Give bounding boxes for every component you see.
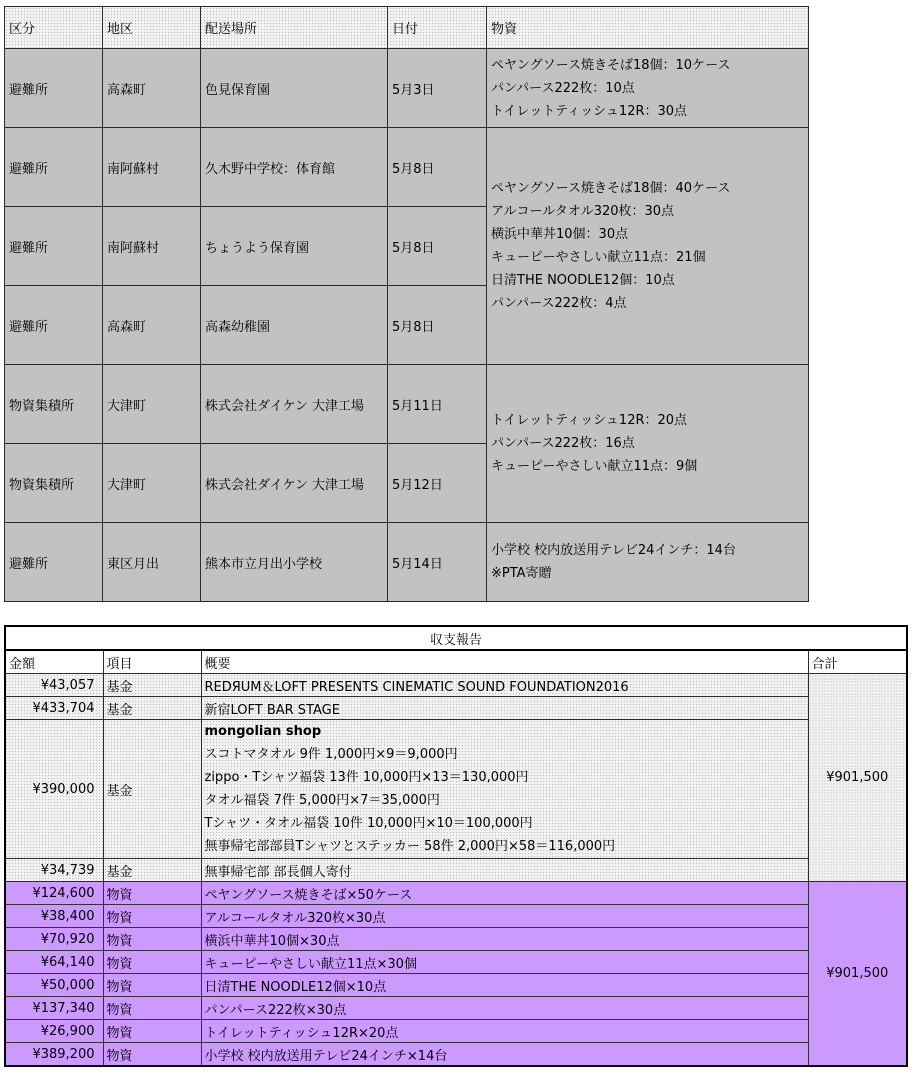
header-amount: 金額 (5, 650, 103, 674)
supply-item: 物資 (103, 1043, 201, 1067)
fund-row (5, 674, 907, 697)
cell-category: 避難所 (5, 286, 103, 365)
shop-line: Tシャツ・タオル福袋 10件 10,000円×10＝100,000円 (204, 816, 533, 831)
supply-summary: 横浜中華丼10個×30点 (201, 928, 808, 951)
fund-item: 基金 (103, 697, 201, 720)
supply-summary: 日清THE NOODLE12個×10点 (201, 974, 808, 997)
cell-date: 5月8日 (388, 286, 487, 365)
cell-date: 5月8日 (388, 207, 487, 286)
supply-item: 物資 (103, 905, 201, 928)
supply-line: 小学校 校内放送用テレビ24インチ：14台 (491, 543, 736, 558)
supply-row (5, 1020, 907, 1043)
supply-item: 物資 (103, 928, 201, 951)
finance-header-row (5, 650, 907, 674)
supply-item: 物資 (103, 951, 201, 974)
supply-summary: キューピーやさしい献立11点×30個 (201, 951, 808, 974)
supply-summary: 小学校 校内放送用テレビ24インチ×14台 (201, 1043, 808, 1067)
cell-district: 高森町 (103, 286, 201, 365)
header-district: 地区 (103, 7, 201, 49)
shop-name: mongolian shop (204, 724, 322, 739)
cell-date: 5月8日 (388, 128, 487, 207)
cell-place: 久木野中学校：体育館 (201, 128, 388, 207)
supply-line: パンパース222枚：4点 (491, 296, 627, 311)
fund-item: 基金 (103, 674, 201, 697)
supply-amount: ¥26,900 (5, 1020, 103, 1043)
header-place: 配送場所 (201, 7, 388, 49)
supply-line: パンパース222枚：10点 (491, 80, 635, 96)
cell-supplies (487, 128, 809, 365)
cell-category: 避難所 (5, 523, 103, 602)
fund-item: 基金 (103, 720, 201, 859)
fund-summary: 新宿LOFT BAR STAGE (201, 697, 808, 720)
cell-place: 色見保育園 (201, 49, 388, 128)
delivery-header-row (5, 7, 809, 49)
supply-item: 物資 (103, 882, 201, 905)
supply-amount: ¥389,200 (5, 1043, 103, 1067)
supply-row (5, 974, 907, 997)
supply-item: 物資 (103, 997, 201, 1020)
finance-title: 収支報告 (5, 626, 907, 650)
shop-line: タオル福袋 7件 5,000円×7＝35,000円 (204, 793, 440, 808)
fund-row (5, 697, 907, 720)
cell-supplies (487, 49, 809, 128)
cell-category: 避難所 (5, 128, 103, 207)
cell-date: 5月14日 (388, 523, 487, 602)
cell-district: 東区月出 (103, 523, 201, 602)
cell-date: 5月12日 (388, 444, 487, 523)
fund-row (5, 720, 907, 859)
header-supplies: 物資 (487, 7, 809, 49)
cell-place: 株式会社ダイケン 大津工場 (201, 365, 388, 444)
cell-category: 避難所 (5, 49, 103, 128)
supply-line: 横浜中華丼10個：30点 (491, 227, 629, 242)
cell-category: 避難所 (5, 207, 103, 286)
cell-supplies (487, 365, 809, 523)
header-category: 区分 (5, 7, 103, 49)
fund-total: ¥901,500 (808, 674, 907, 882)
supply-amount: ¥50,000 (5, 974, 103, 997)
fund-amount: ¥43,057 (5, 674, 103, 697)
delivery-row (5, 365, 809, 444)
supply-total: ¥901,500 (808, 882, 907, 1067)
supply-amount: ¥38,400 (5, 905, 103, 928)
header-total: 合計 (808, 650, 907, 674)
supply-summary: ペヤングソース焼きそば×50ケース (201, 882, 808, 905)
delivery-table (4, 6, 809, 602)
cell-place: 株式会社ダイケン 大津工場 (201, 444, 388, 523)
cell-district: 南阿蘇村 (103, 128, 201, 207)
cell-district: 高森町 (103, 49, 201, 128)
fund-amount: ¥433,704 (5, 697, 103, 720)
fund-amount: ¥390,000 (5, 720, 103, 859)
delivery-row (5, 49, 809, 128)
cell-category: 物資集積所 (5, 365, 103, 444)
supply-amount: ¥124,600 (5, 882, 103, 905)
supply-amount: ¥70,920 (5, 928, 103, 951)
delivery-row (5, 128, 809, 207)
supply-row (5, 928, 907, 951)
supply-amount: ¥64,140 (5, 951, 103, 974)
finance-table (4, 625, 908, 1067)
supply-row (5, 1043, 907, 1067)
supply-line: キューピーやさしい献立11点：21個 (491, 250, 706, 265)
fund-summary-shop (201, 720, 808, 859)
delivery-row (5, 523, 809, 602)
finance-title-row (5, 626, 907, 650)
supply-line: ※PTA寄贈 (491, 566, 552, 581)
shop-line: 無事帰宅部部員Tシャツとステッカー 58件 2,000円×58＝116,000円 (204, 839, 616, 854)
supply-row (5, 997, 907, 1020)
supply-line: ペヤングソース焼きそば18個：40ケース (491, 181, 731, 196)
fund-summary: 無事帰宅部 部長個人寄付 (201, 859, 808, 882)
fund-item: 基金 (103, 859, 201, 882)
supply-line: パンパース222枚：16点 (491, 436, 635, 451)
supply-row (5, 905, 907, 928)
cell-district: 大津町 (103, 444, 201, 523)
cell-place: 高森幼稚園 (201, 286, 388, 365)
cell-district: 南阿蘇村 (103, 207, 201, 286)
supply-item: 物資 (103, 974, 201, 997)
cell-date: 5月11日 (388, 365, 487, 444)
fund-summary: REDЯUM＆LOFT PRESENTS CINEMATIC SOUND FOUNDATION2016 (201, 674, 808, 697)
cell-date: 5月3日 (388, 49, 487, 128)
shop-line: スコトマタオル 9件 1,000円×9＝9,000円 (204, 747, 458, 762)
supply-line: トイレットティッシュ12R：20点 (491, 413, 688, 428)
supply-line: 日清THE NOODLE12個：10点 (491, 273, 675, 288)
supply-summary: パンパース222枚×30点 (201, 997, 808, 1020)
supply-line: トイレットティッシュ12R：30点 (491, 103, 688, 119)
cell-place: 熊本市立月出小学校 (201, 523, 388, 602)
cell-supplies (487, 523, 809, 602)
cell-district: 大津町 (103, 365, 201, 444)
supply-row (5, 882, 907, 905)
cell-place: ちょうよう保育園 (201, 207, 388, 286)
supply-line: ペヤングソース焼きそば18個：10ケース (491, 57, 731, 73)
supply-line: キューピーやさしい献立11点：9個 (491, 459, 698, 474)
cell-category: 物資集積所 (5, 444, 103, 523)
header-item: 項目 (103, 650, 201, 674)
supply-item: 物資 (103, 1020, 201, 1043)
supply-amount: ¥137,340 (5, 997, 103, 1020)
fund-row (5, 859, 907, 882)
fund-amount: ¥34,739 (5, 859, 103, 882)
supply-row (5, 951, 907, 974)
supply-line: アルコールタオル320枚：30点 (491, 204, 675, 219)
header-date: 日付 (388, 7, 487, 49)
shop-line: zippo・Tシャツ福袋 13件 10,000円×13＝130,000円 (204, 770, 529, 785)
header-summary: 概要 (201, 650, 808, 674)
supply-summary: アルコールタオル320枚×30点 (201, 905, 808, 928)
supply-summary: トイレットティッシュ12R×20点 (201, 1020, 808, 1043)
